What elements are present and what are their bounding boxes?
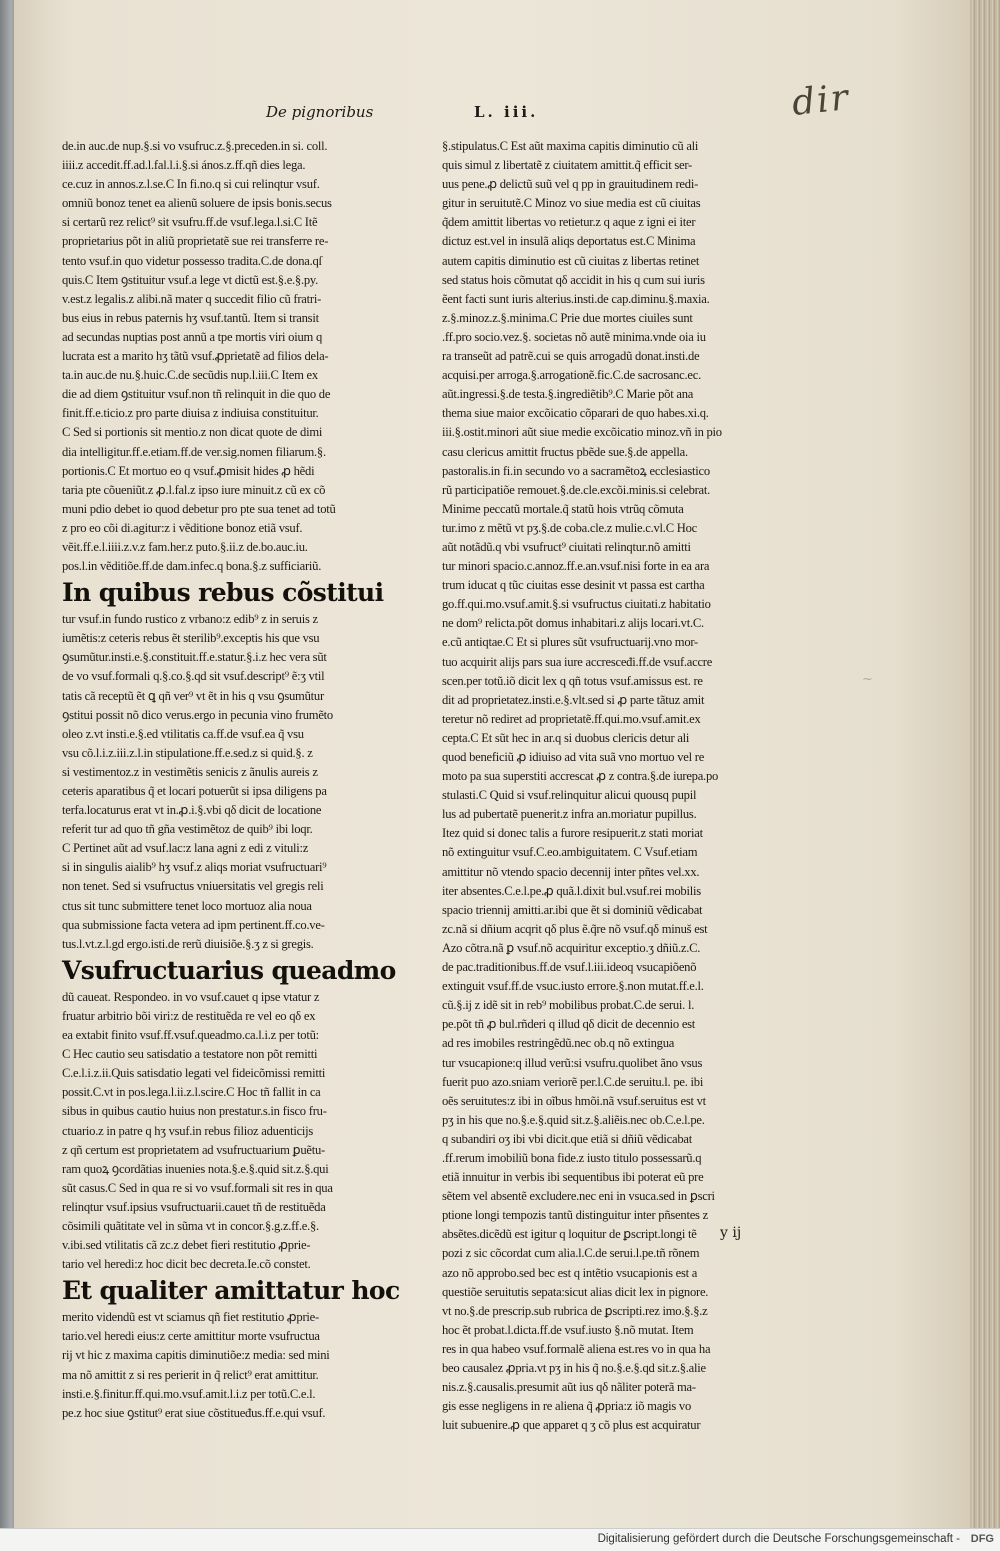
section-heading: In quibus rebus cõstitui [62, 578, 384, 608]
text-line: pʒ in his que no.§.e.§.quid sit.z.§.aliẽis.nec ob.C.e.l.pe. [442, 1112, 705, 1127]
book-page [14, 0, 970, 1528]
text-line: v.est.z legalis.z alibi.nã mater q succedit filio cũ fratri- [62, 291, 322, 306]
text-line: terfa.locaturus erat vt in.ꝓ.i.§.vbi qδ dicit de locatione [62, 803, 322, 818]
text-line: Azo cõtra.nã ꝑ vsuf.nõ acquiritur exceptio.ʒ dñiũ.z.C. [442, 940, 701, 955]
text-line: q subandiri oʒ ibi vbi dicit.que etiã si dñiũ vẽdicabat [442, 1131, 692, 1146]
text-line: iiii.z accedit.ff.ad.l.fal.l.i.§.si ános.z.ff.qñ dies lega. [62, 158, 306, 173]
text-line: absẽtes.dicẽdũ est igitur q loquitur de ꝑscript.longi tẽ [442, 1227, 697, 1242]
text-line: extinguit vsuf.ff.de vsuc.iusto errore.§.non mutat.ff.e.l. [442, 979, 704, 994]
handwritten-folio: dir [790, 77, 852, 124]
text-line: z.§.minoz.z.§.minima.C Prie due mortes ciuiles sunt [442, 310, 693, 325]
text-line: portionis.C Et mortuo eo q vsuf.ꝓmisit hides ꝓ hẽdi [62, 463, 315, 478]
text-line: cũ.§.ij z idẽ sit in reb⁹ mobilibus probat.C.de serui. l. [442, 998, 695, 1013]
signature-mark: y ij [720, 1225, 742, 1241]
text-line: sẽtem vel absentẽ excludere.nec eni in vsuca.sed in ꝑscri [442, 1189, 715, 1204]
text-line: tario vel heredi:z hoc dicit bec decreta.Ie.cõ constet. [62, 1257, 311, 1272]
text-line: si certarũ rez relict⁹ sit vsufru.ff.de vsuf.lega.l.si.C Itẽ [62, 215, 318, 230]
text-line: res in qua habeo vsuf.formalẽ aliena est.res vo in qua ha [442, 1341, 711, 1356]
text-line: ptione longi tempozis tantũ distinguitur inter pñsentes z [442, 1208, 708, 1223]
text-line: ctus sit tunc submittere tenet loco mortuoz alia noua [62, 898, 312, 913]
text-line: bus eius in rebus paternis hʒ vsuf.tantũ. Item si transit [62, 310, 319, 325]
text-line: uus pene.ꝓ delictũ suũ vel q pp in grauitudinem redi- [442, 177, 699, 192]
text-line: dũ caueat. Respondeo. in vo vsuf.cauet q ipse vtatur z [62, 989, 320, 1004]
margin-bleed-1: ~ [862, 672, 873, 687]
text-line: muni pdio debet io quod debetur pro pte sua tenet ad totũ [62, 501, 336, 516]
text-line: ẽent facti sunt iuris alterius.insti.de cap.diminu.§.maxia. [442, 291, 710, 306]
text-line: quis.C Item ꝯstituitur vsuf.a lege vt dictũ est.§.e.§.py. [62, 272, 319, 287]
text-line: ꝯstitui possit nõ dico verus.ergo in pecunia vino frumẽto [62, 707, 333, 722]
text-line: C.e.l.i.z.ii.Quis satisdatio legati vel fideicõmissi remitti [62, 1066, 326, 1081]
text-line: v.ibi.sed vtilitatis cã zc.z debet fieri restitutio ꝓprie- [62, 1238, 311, 1253]
text-line: pozi z sic cõcordat cum alia.l.C.de serui.l.pe.tñ rõnem [442, 1246, 700, 1261]
text-line: fruatur arbitrio bõi viri:z de restituẽda re vel eo qδ ex [62, 1008, 316, 1023]
text-line: beo causalez ꝓpria.vt pʒ in his q̃ no.§.e.§.qd sit.z.§.alie [442, 1361, 706, 1375]
text-line: sũt casus.C Sed in qua re si vo vsuf.formali sit res in qua [62, 1180, 333, 1195]
text-line: nõ extinguitur vsuf.C.eo.ambiguitatem. C Vsuf.etiam [442, 845, 698, 860]
text-line: pe.põt tñ ꝓ bul.rñderi q illud qδ dicit de decennio est [442, 1017, 696, 1032]
text-line: referit tur ad quo tñ gña vestimẽtoz de quib⁹ ibi loqr. [62, 822, 313, 837]
text-line: de pac.traditionibus.ff.de vsuf.l.iii.ideoq vsucapiõenõ [442, 960, 697, 975]
text-line: sibus in quibus cautio huius non prestatur.s.in fisco fru- [62, 1104, 327, 1119]
text-line: cepta.C Et sũt hec in ar.q si duobus clericis detur ali [442, 730, 690, 745]
text-line: de vo vsuf.formali q.§.co.§.qd sit vsuf.descript⁹ ẽ:ʒ vtil [62, 669, 325, 684]
text-line: tatis cã receptũ ẽt ꝗ qñ ver⁹ vt ẽt in his q vsu ꝯsumũtur [62, 688, 324, 703]
text-line: Itez quid si donec talis a furore resipuerit.z stati moriat [442, 826, 703, 841]
text-line: pe.z hoc siue ꝯstitut⁹ erat siue cõstitueđus.ff.e.qui vsuf. [62, 1405, 326, 1420]
text-line: tur vsucapione:q illud verũ:si vsufru.quolibet ãno vsus [442, 1055, 703, 1070]
text-line: sed status hois cõmutat qδ accidit in his q cum sui iuris [442, 272, 705, 287]
text-line: iter absentes.C.e.l.pe.ꝓ quã.l.dixit bul.vsuf.rei mobilis [442, 883, 701, 898]
dfg-logo: DFG [970, 1533, 994, 1545]
text-line: etiã innuitur in verbis ibi sequentibus ibi poterat eũ pre [442, 1170, 704, 1185]
text-line: dia intelligitur.ff.e.etiam.ff.de ver.sig.nomen filiarum.§. [62, 444, 326, 459]
text-line: moto pa sua superstiti accrescat ꝓ z contra.§.de iurepa.po [442, 769, 719, 784]
text-line: omniũ bonoz tenet ea alienũ soluere de ipsis bonis.secus [62, 196, 332, 211]
text-line: si vestimentoz.z in vestimẽtis senicis z ãnulis aureis z [62, 764, 318, 779]
text-line: zc.nã si dñium acqrit qδ plus ẽ.q̃re nõ vsuf.qδ minuš est [442, 921, 708, 936]
text-line: quis simul z libertatẽ z ciuitatem amittit.q̃ efficit ser- [442, 158, 693, 173]
text-line: pastoralis.in fi.in secundo vo a sacramẽtoꝝ ecclesiastico [442, 463, 710, 478]
text-line: thema siue maior excõicatio cõparari de quo habes.xi.q. [442, 406, 709, 421]
left-column [62, 137, 400, 1423]
text-line: azo nõ approbo.sed bec est q intẽtio vsucapionis est a [442, 1265, 698, 1280]
text-line: non tenet. Sed si vsufructus vniuersitatis vel gregis reli [62, 879, 324, 894]
text-line: stulasti.C Quid si vsuf.relinquitur alicui quousq pupil [442, 788, 697, 803]
text-line: tur vsuf.in fundo rustico z vrbano:z edib⁹ z in seruis z [62, 612, 318, 627]
text-line: ad res imobiles restringẽdũ.nec ob.q nõ extingua [442, 1036, 675, 1051]
text-line: autem capitis diminutio est cũ ciuitas z libertas retinet [442, 253, 700, 268]
text-line: iumẽtis:z ceteris rebus ẽt sterilib⁹.exceptis his que vsu [62, 631, 320, 646]
text-line: ꝯsumũtur.insti.e.§.constituit.ff.e.statur.§.i.z hec vera sũt [62, 650, 327, 665]
text-line: §.stipulatus.C Est aũt maxima capitis diminutio cũ ali [442, 139, 699, 153]
text-line: pos.l.in vẽditiõe.ff.de dam.infec.q bona.§.z sufficiariũ. [62, 559, 322, 574]
text-line: tus.l.vt.z.l.gd ergo.isti.de rerũ diuisiõe.§.ʒ z si gregis. [62, 936, 314, 951]
text-line: iii.§.ostit.minori aũt siue medie excõicatio minoz.vñ in pio [442, 425, 722, 440]
text-line: proprietarius põt in aliũ proprietatẽ sue rei transferre re- [62, 234, 329, 249]
text-line: ceteris aparatibus q̃ et locari potuerũt si ipsa diligens pa [62, 784, 327, 798]
text-line: oleo z.vt insti.e.§.ed vtilitatis ca.ff.de vsuf.ea q̃ vsu [62, 726, 304, 741]
text-line: ram quoꝝ ꝯcordãtias inuenies nota.§.e.§.quid sit.z.§.qui [62, 1161, 329, 1176]
text-line: scen.per totũ.iõ dicit lex q qñ totus vsuf.amissus est. re [442, 673, 703, 688]
text-line: go.ff.qui.mo.vsuf.amit.§.si vsufructus ciuitati.z habitatio [442, 597, 711, 612]
text-line: ma nõ amittit z si res perierit in q̃ relict⁹ erat amittitur. [62, 1367, 319, 1382]
text-line: q̃dem amittit libertas vo retietur.z q aque z igni ei iter [442, 215, 696, 230]
text-line: ce.cuz in annos.z.l.se.C In fi.no.q si cui relinqtur vsuf. [62, 177, 320, 192]
text-line: e.cũ antiqtae.C Et si plures sũt vsufructuarij.vno mor- [442, 635, 699, 650]
text-line: dit ad proprietatez.insti.e.§.vlt.sed si ꝓ parte tãtuz amit [442, 692, 705, 707]
text-line: qua submissione facta vetera ad ipm pertinent.ff.co.ve- [62, 917, 325, 932]
text-line: cõsimili quãtitate vel in sũma vt in concor.§.g.z.ff.e.§. [62, 1218, 319, 1233]
text-line: dictuz est.vel in insulã aliqs deportatus est.C Minima [442, 234, 696, 249]
text-line: ctuario.z in patre q hʒ vsuf.in rebus filioz aduenticijs [62, 1123, 314, 1138]
page-stack-right [966, 0, 1000, 1528]
text-line: z qñ certum est proprietatem ad vsufructuarium ꝑuẽtu- [62, 1142, 325, 1157]
text-line: merito videndũ est vt sciamus qñ fiet restitutio ꝓprie- [62, 1310, 319, 1325]
text-line: C Pertinet aũt ad vsuf.lac:z lana agni z edi z vituli:z [62, 841, 309, 856]
text-line: Minime peccatũ mortale.q̃ statũ hois vtrũq cõmuta [442, 501, 684, 516]
text-line: vẽit.ff.e.l.iiii.z.v.z fam.her.z puto.§.ii.z de.bo.auc.iu. [62, 539, 308, 554]
folio-number: L. iii. [474, 103, 539, 121]
text-line: insti.e.§.finitur.ff.qui.mo.vsuf.amit.l.i.z per totũ.C.e.l. [62, 1386, 316, 1401]
text-line: casu clericus amittit fructus pbẽde sue.§.de appella. [442, 444, 688, 459]
text-line: ea extabit finito vsuf.ff.vsuf.queadmo.ca.l.i.z per totũ: [62, 1028, 319, 1043]
text-line: trum iducat q tũc ciuitas esse desinit vt passa est cartha [442, 578, 705, 593]
text-line: hoc ẽt probat.l.dicta.ff.de vsuf.iusto §.nõ mutat. Item [442, 1322, 694, 1337]
text-line: possit.C.vt in pos.lega.l.ii.z.l.scire.C Hoc tñ fallit in ca [62, 1085, 321, 1100]
text-line: amittitur nõ vtendo spacio decennij inter pñtes vel.xx. [442, 864, 700, 879]
text-line: spacio triennij amitti.ar.ibi que ẽt si dominiũ vẽdicabat [442, 902, 703, 917]
text-line: z pro eo cõi di.agitur:z i vẽditione bonoz etiã vsuf. [62, 520, 303, 535]
text-line: nis.z.§.causalis.presumit aũt ius qδ nãliter poterã ma- [442, 1380, 696, 1395]
text-line: tento vsuf.in quo videtur possesso tradita.C.de dona.qſ [62, 253, 322, 268]
section-heading: Vsufructuarius queadmo [62, 955, 396, 985]
text-line: tuo acquirit alijs pars sua iure accresceđi.ff.de vsuf.accre [442, 654, 713, 669]
text-line: tur.imo z mẽtũ vt pʒ.§.de coba.cle.z mulie.c.vl.C Hoc [442, 520, 697, 535]
text-line: die ad diem ꝯstituitur vsuf.non tñ relinquit in die quo de [62, 387, 331, 402]
text-line: gis esse negligens in re aliena q̃ ꝓpria:z iõ magis vo [442, 1399, 692, 1414]
text-line: vt no.§.de prescrip.sub rubrica de ꝑscripti.rez imo.§.§.z [442, 1303, 708, 1318]
text-line: lucrata est a marito hʒ tãtũ vsuf.ꝓprietatẽ ad filios dela- [62, 349, 329, 364]
text-line: rij vt hic z maxima capitis diminutiõe:z media: sed mini [62, 1348, 330, 1363]
text-line: luit subuenire.ꝓ que apparet q ʒ cõ plus est acquiratur [442, 1418, 701, 1433]
text-line: C Hec cautio seu satisdatio a testatore non põt remitti [62, 1047, 318, 1062]
text-line: relinqtur vsuf.ipsius vsufructuarii.cauet tñ de restituẽda [62, 1199, 326, 1214]
text-line: quod beneficiũ ꝓ idiuiso ad vita suã vno mortuo vel re [442, 750, 705, 764]
text-line: si in singulis aialib⁹ hʒ vsuf.z aliqs moriat vsufructuari⁹ [62, 860, 327, 875]
right-column [442, 137, 764, 1435]
text-line: ta.in auc.de nu.§.huic.C.de secũdis nup.l.iii.C Item ex [62, 368, 318, 383]
text-line: aũt.ingressi.§.de testa.§.ingrediẽtib⁹.C Marie põt ana [442, 387, 694, 402]
text-line: C Sed si portionis sit mentio.z non dicat quote de dimi [62, 425, 323, 440]
text-line: lus ad pubertatẽ puenerit.z infra an.moriatur pupillus. [442, 807, 697, 822]
text-line: de.in auc.de nup.§.si vo vsufruc.z.§.preceden.in si. coll. [62, 139, 328, 153]
text-line: ne dom⁹ relicta.põt domus inhabitari.z alijs locari.vt.C. [442, 616, 704, 631]
text-line: rũ participatiõe remouet.§.de.cle.excõi.minis.si celebrat. [442, 482, 711, 497]
running-title: De pignoribus [266, 103, 374, 121]
text-line: vsu cõ.l.i.z.iii.z.l.in stipulatione.ff.e.sed.z si quid.§. z [62, 745, 313, 760]
text-line: acquisi.per arroga.§.arrogationẽ.fic.C.de sacrosanc.ec. [442, 368, 701, 383]
text-line: tur minori spacio.c.annoz.ff.e.an.vsuf.nisi forte in ea ara [442, 559, 710, 574]
text-line: gitur in seruitutẽ.C Minoz vo siue media est cũ ciuitas [442, 196, 701, 211]
text-line: oẽs seruitutes:z ibi in oĩbus hmõi.nã vsuf.seruitus est vt [442, 1093, 706, 1108]
text-line: .ff.rerum imobiliũ bona fide.z iusto titulo possessarũ.q [442, 1150, 702, 1165]
text-line: ra transeũt ad patrẽ.cui se quis arrogadũ donat.insti.de [442, 349, 700, 364]
text-line: questiõe seruitutis sepata:sicut alias dicit lex in pignore. [442, 1284, 709, 1299]
text-line: taria pte cõueniũt.z ꝓ.l.fal.z ipso iure minuit.z cũ ex cõ [62, 482, 326, 497]
section-heading: Et qualiter amittatur hoc [62, 1276, 400, 1306]
text-line: aũt notãdũ.q vbi vsufruct⁹ ciuitati relinqtur.nõ amitti [442, 539, 691, 554]
text-line: tario.vel heredi eius:z certe amittitur morte vsufructua [62, 1329, 320, 1344]
text-line: fuerit puo azo.sniam veriorẽ per.l.C.de seruitu.l. pe. ibi [442, 1074, 704, 1089]
text-line: finit.ff.e.ticio.z pro parte diuisa z indiuisa constituitur. [62, 406, 319, 421]
footer-bar [0, 1528, 1000, 1551]
funding-notice: Digitalisierung gefördert durch die Deutsche Forschungsgemeinschaft - [597, 1533, 960, 1545]
text-line: teretur nõ rediret ad proprietatẽ.ff.qui.mo.vsuf.amit.ex [442, 711, 701, 726]
text-line: .ff.pro socio.vez.§. societas nõ autẽ minima.vnde oia iu [442, 329, 706, 344]
text-line: ad secundas nuptias post annũ a tpe mortis viri oium q [62, 329, 323, 344]
